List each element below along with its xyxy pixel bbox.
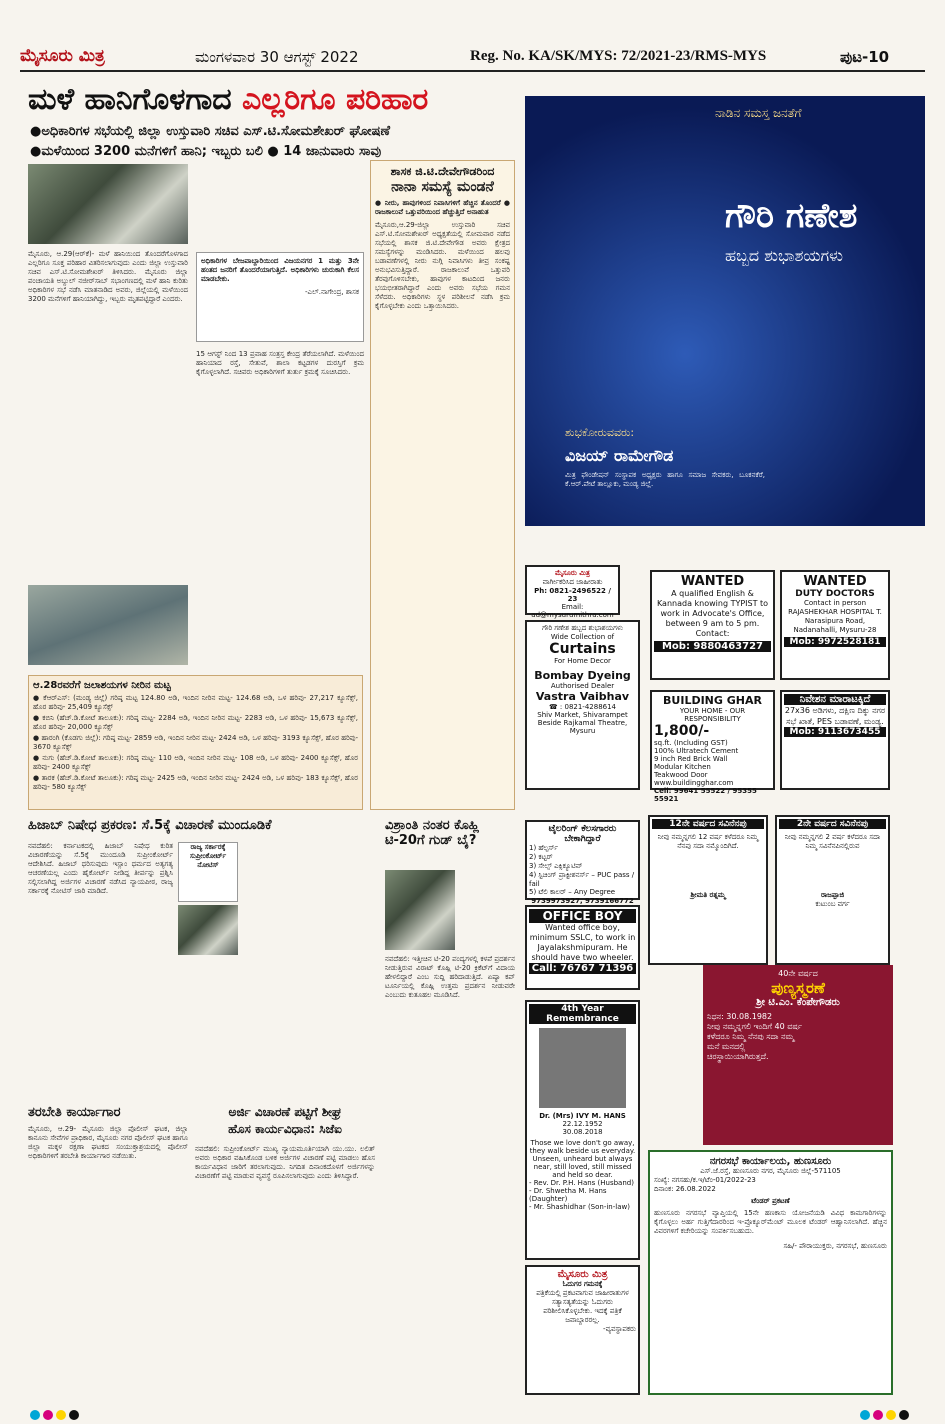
devegowda-bullets: ● ನೀರು, ಹಾವುಗಳಿಂದ ನಿವಾಸಿಗಳಿಗೆ ಹೆಚ್ಚಿನ ತೊಂದರೆ ● ರಾಜಕಾಲುವೆ ಒತ್ತುವರಿಯಿಂದ ಹೆಚ್ಚುತ್ತಿದೆ ಅನಾಹುತ xyxy=(375,199,510,216)
supreme-court-photo xyxy=(178,905,238,955)
ganesh-ad-wish: ಹಬ್ಬದ ಶುಭಾಶಯಗಳು xyxy=(725,246,843,265)
curtains-top: ಗೌರಿ ಗಣೇಶ ಹಬ್ಬದ ಶುಭಾಶಯಗಳು xyxy=(542,624,623,632)
office-boy-title: OFFICE BOY xyxy=(529,909,636,923)
wanted-doctors-ad xyxy=(780,570,890,680)
lead-body-col2: 15 ಆಗಸ್ಟ್ ನಿಂದ 13 ಪ್ರವಾಹ ಸಂತ್ರಸ್ತ ಕೇಂದ್ರ ತೆರೆಯಲಾಗಿದೆ. ಮಳೆಯಿಂದ ಹಾನಿಯಾದ ರಸ್ತೆ, ಸೇತುವೆ, ಶಾಲಾ ಕಟ್ಟಡಗಳ ದುರಸ್ತಿಗೆ ಕ್ರಮ ಕೈಗೊಳ್ಳಲಾಗಿದೆ. ಸಚಿವರು ಅಧಿಕಾರಿಗಳಿಗೆ ತುರ್ತು ಕ್ರಮಕ್ಕೆ ಸೂಚಿಸಿದರು. xyxy=(196,350,364,376)
mitra-email: Email: ad@mysurumithra.com xyxy=(531,603,614,619)
devegowda-title2: ನಾನಾ ಸಮಸ್ಯೆ ಮಂಡನೆ xyxy=(391,179,494,195)
ivy-family: - Dr. Shwetha M. Hans (Daughter) xyxy=(529,1187,607,1203)
meeting-photo xyxy=(28,164,188,244)
curtains-for: For Home Decor xyxy=(554,657,611,665)
office-boy-body: Wanted office boy, minimum SSLC, to work in Jayalakshmipuram. He should have two wheeler. xyxy=(529,923,636,962)
reservoir-row: ● ಕಬಿನಿ (ಹೆಚ್.ಡಿ.ಕೋಟೆ ತಾಲೂಕು): ಗರಿಷ್ಠ ಮಟ್ಟ- 2284 ಅಡಿ, ಇಂದಿನ ನೀರಿನ ಮಟ್ಟ- 2283 ಅಡಿ, ಒಳ ಹರಿವು- 15,673 ಕ್ಯೂಸೆಕ್ಸ್, ಹೊರ ಹರಿವು- 20,000 ಕ್ಯೂಸೆಕ್ಸ್ xyxy=(33,714,358,731)
remembrance2-family: ಕುಟುಂಬ ವರ್ಗ xyxy=(815,900,850,908)
wanted-doctors-mob: Mob: 9972528181 xyxy=(784,637,886,647)
wanted-doctors-title: WANTED xyxy=(803,574,867,589)
lalit-headline2: ಹೊಸ ಕಾರ್ಯವಿಧಾನ: ಸಿಜೆಐ xyxy=(228,1122,342,1136)
wanted-doctors-sub: DUTY DOCTORS xyxy=(795,589,875,599)
building-title: BUILDING GHAR xyxy=(663,694,762,707)
readers-notice xyxy=(525,1265,640,1395)
tender-sub: ಟೆಂಡರ್ ಪ್ರಕಟಣೆ xyxy=(751,1197,790,1205)
reservoir-levels-box xyxy=(28,675,363,810)
curtains-title: Curtains xyxy=(549,641,616,657)
training-body: ಮೈಸೂರು, ಆ.29- ಮೈಸೂರು ಜಿಲ್ಲಾ ಪೊಲೀಸ್ ಘಟಕ, ಜಿಲ್ಲಾ ಕಾನೂನು ಸೇವೆಗಳ ಪ್ರಾಧಿಕಾರ, ಮೈಸೂರು ನಗರ ಪೊಲೀಸ್ ಘಟಕ ಹಾಗೂ ಜಿಲ್ಲಾ ಮಕ್ಕಳ ರಕ್ಷಣಾ ಘಟಕದ ಸಂಯುಕ್ತಾಶ್ರಯದಲ್ಲಿ ಪೊಲೀಸ್ ಅಧಿಕಾರಿಗಳಿಗೆ ತರಬೇತಿ ಕಾರ್ಯಾಗಾರ ನಡೆಯಿತು. xyxy=(28,1125,188,1160)
office-boy-call: Call: 76767 71396 xyxy=(529,963,636,974)
tailoring-item: 2) ಕಟ್ಟರ್ xyxy=(529,853,553,861)
kohli-headline: ವಿಶ್ರಾಂತಿ ನಂತರ ಕೊಹ್ಲಿ ಟಿ-20ಗೆ ಗುಡ್ ಬೈ? xyxy=(385,818,480,848)
building-item: 100% Ultratech Cement xyxy=(654,747,739,755)
kohli-photo xyxy=(385,870,455,950)
building-item: Teakwood Door xyxy=(654,771,708,779)
wanted-typist-mob: Mob: 9880463727 xyxy=(654,641,771,652)
notice-title: ಮೈಸೂರು ಮಿತ್ರ xyxy=(557,1269,608,1280)
supreme-court-notice-box xyxy=(178,842,238,902)
yellow-dot xyxy=(56,1410,66,1420)
registration-number: Reg. No. KA/SK/MYS: 72/2021-23/RMS-MYS xyxy=(470,48,767,64)
ganesh-ad-top: ನಾಡಿನ ಸಮಸ್ತ ಜನತೆಗೆ xyxy=(715,106,802,120)
header-rule xyxy=(20,70,925,72)
kemp-name: ಶ್ರೀ ಟಿ.ಎಂ. ಕೆಂಪೇಗೌಡರು xyxy=(756,997,840,1008)
notice-sign: -ವ್ಯವಸ್ಥಾಪಕರು xyxy=(603,1325,636,1333)
ivy-family: - Mr. Shashidhar (Son-in-law) xyxy=(529,1203,630,1211)
kempegowda-remembrance-ad xyxy=(703,965,893,1145)
tailoring-jobs-ad xyxy=(525,820,640,905)
reservoir-row: ● ಕೆಆರ್‌ಎಸ್: (ಮಂಡ್ಯ ಜಿಲ್ಲೆ) ಗರಿಷ್ಠ ಮಟ್ಟ 124.80 ಅಡಿ, ಇಂದಿನ ನೀರಿನ ಮಟ್ಟ- 124.68 ಅಡಿ, ಒಳ ಹರಿವು- 27,217 ಕ್ಯೂಸೆಕ್ಸ್, ಹೊರ ಹರಿವು- 25,409 ಕ್ಯೂಸೆಕ್ಸ್ xyxy=(33,694,358,711)
wanted-doctors-body: Contact in person RAJASHEKHAR HOSPITAL T. Narasipura Road, Nadanahalli, Mysuru-28 xyxy=(788,599,882,634)
hijab-notice: ರಾಜ್ಯ ಸರ್ಕಾರಕ್ಕೆ ಸುಪ್ರೀಂಕೋರ್ಟ್ ನೋಟಿಸ್ xyxy=(189,843,227,869)
ivy-date2: 30.08.2018 xyxy=(562,1128,603,1136)
remembrance-2yr-ad xyxy=(775,815,890,965)
wanted-typist-body: A qualified English & Kannada knowing TYPIST to work in Advocate's Office, between 9 am to 5 pm. Contact: xyxy=(656,589,769,638)
remembrance2-body: ನೀವು ನಮ್ಮನ್ನಗಲಿ 2 ವರ್ಷ ಕಳೆದರೂ ಸದಾ ನಿಮ್ಮ ಸವಿನೆನಪಿನಲ್ಲಿರುವ xyxy=(784,833,881,850)
curtains-ad xyxy=(525,620,640,790)
remembrance12-name: ಶ್ರೀಮತಿ ರತ್ನಮ್ಮ xyxy=(690,891,726,899)
kemp-title: ಪುಣ್ಯಸ್ಮರಣೆ xyxy=(771,979,825,997)
ivy-title: 4th Year Remembrance xyxy=(529,1004,636,1024)
remembrance2-name: ರಾಜಪ್ಪಾಜಿ xyxy=(820,891,845,899)
lead-sub2: ●ಮಳೆಯಿಂದ 3200 ಮನೆಗಳಿಗೆ ಹಾನಿ; ಇಬ್ಬರು ಬಲಿ ● 14 ಜಾನುವಾರು ಸಾವು xyxy=(30,144,382,159)
kemp-top: 40ನೇ ವರ್ಷದ xyxy=(778,969,818,978)
site-sale-ad xyxy=(780,690,890,790)
ganesh-ad-role: ಮಿತ್ರ ಫೌಂಡೇಷನ್ ಸಂಸ್ಥಾಪಕ ಅಧ್ಯಕ್ಷರು ಹಾಗೂ ಸಮಾಜ ಸೇವಕರು, ಬೂಕನಕೆರೆ, ಕೆ.ಆರ್.ಪೇಟೆ ತಾಲ್ಲೂಕು, ಮಂಡ್ಯ ಜಿಲ್ಲೆ. xyxy=(565,471,765,488)
hunsur-tender-ad xyxy=(648,1150,893,1395)
ganesh-festival-ad xyxy=(525,96,925,526)
masthead-logo: ಮೈಸೂರು ಮಿತ್ರ xyxy=(20,46,105,66)
wanted-typist-title: WANTED xyxy=(680,574,745,589)
lead-quote-author: -ಎಲ್.ನಾಗೇಂದ್ರ, ಶಾಸಕ xyxy=(304,288,359,296)
tender-sign: ಸಹಿ/- ಪೌರಾಯುಕ್ತರು, ನಗರಸಭೆ, ಹುಣಸೂರು xyxy=(783,1242,887,1250)
hijab-headline: ಹಿಜಾಬ್ ನಿಷೇಧ ಪ್ರಕರಣ: ಸೆ.5ಕ್ಕೆ ವಿಚಾರಣೆ ಮುಂದೂಡಿಕೆ xyxy=(28,818,272,833)
building-item: 9 inch Red Brick Wall xyxy=(654,755,728,763)
remembrance-12yr-ad xyxy=(648,815,768,965)
ivy-name: Dr. (Mrs) IVY M. HANS xyxy=(539,1112,626,1120)
hijab-body: ನವದೆಹಲಿ: ಕರ್ನಾಟಕದಲ್ಲಿ ಹಿಜಾಬ್ ನಿಷೇಧ ಕುರಿತ ವಿಚಾರಣೆಯನ್ನು ಸೆ.5ಕ್ಕೆ ಮುಂದೂಡಿ ಸುಪ್ರೀಂಕೋರ್ಟ್ ಆದೇಶಿಸಿದೆ. ಹಿಜಾಬ್ ಧರಿಸುವುದು ಇಸ್ಲಾಂ ಧರ್ಮದ ಅತ್ಯಗತ್ಯ ಆಚರಣೆಯಲ್ಲ ಎಂದು ಹೈಕೋರ್ಟ್ ನೀಡಿದ್ದ ತೀರ್ಪನ್ನು ಪ್ರಶ್ನಿಸಿ ಸಲ್ಲಿಸಲಾಗಿದ್ದ ಅರ್ಜಿಗಳ ವಿಚಾರಣೆ ನಡೆಸಿದ ನ್ಯಾಯಪೀಠ, ರಾಜ್ಯ ಸರ್ಕಾರಕ್ಕೆ ನೋಟಿಸ್ ಜಾರಿ ಮಾಡಿದೆ. xyxy=(28,842,173,895)
lead-quote-box xyxy=(196,252,364,342)
page-date: ಮಂಗಳವಾರ 30 ಆಗಸ್ಟ್ 2022 xyxy=(195,48,359,66)
office-boy-ad xyxy=(525,905,640,990)
page-number: ಪುಟ-10 xyxy=(840,48,890,66)
lead-headline-part1: ಮಳೆ ಹಾನಿಗೊಳಗಾದ xyxy=(28,82,243,117)
ganesh-ad-name: ವಿಜಯ್ ರಾಮೇಗೌಡ xyxy=(565,446,674,465)
devegowda-story xyxy=(370,160,515,810)
tailoring-phones: 9739973927, 9739166772 xyxy=(531,897,634,905)
mitra-classified-ad xyxy=(525,565,620,619)
lead-quote-text: ಅಧಿಕಾರಿಗಳ ಬೇಜವಾಬ್ದಾರಿಯಿಂದ ವಿಜಯನಗರ 1 ಮತ್ತು 3ನೇ ಹಂತದ ಜನರಿಗೆ ತೊಂದರೆಯಾಗುತ್ತಿದೆ. ಅಧಿಕಾರಿಗಳು ಚುರುಕಾಗಿ ಕೆಲಸ ಮಾಡಬೇಕು. xyxy=(201,257,359,283)
tender-title: ನಗರಸಭೆ ಕಾರ್ಯಾಲಯ, ಹುಣಸೂರು xyxy=(709,1156,832,1167)
building-sub: YOUR HOME - OUR RESPONSIBILITY xyxy=(679,707,746,723)
magenta-dot xyxy=(43,1410,53,1420)
building-web: www.buildingghar.com xyxy=(654,779,734,787)
black-dot xyxy=(69,1410,79,1420)
curtains-phone: ☎ : 0821-4288614 xyxy=(548,703,617,711)
tailoring-title: ಟೈಲರಿಂಗ್ ಕೆಲಸಗಾರರು ಬೇಕಾಗಿದ್ದಾರೆ xyxy=(548,824,617,844)
kemp-body: ನೀವು ನಮ್ಮನ್ನಗಲಿ ಇಂದಿಗೆ 40 ವರ್ಷ ಕಳೆದರೂ ನಿಮ್ಮ ನೆನಪು ಸದಾ ನಮ್ಮ ಮನೆ ಮನದಲ್ಲಿ ಚಿರಸ್ಥಾಯಿಯಾಗಿರುತ್ತದೆ. xyxy=(707,1022,802,1061)
ganesh-ad-title: ಗೌರಿ ಗಣೇಶ xyxy=(725,196,858,236)
ganesh-ad-from: ಶುಭಕೋರುವವರು: xyxy=(565,426,635,439)
devegowda-body: ಮೈಸೂರು,ಆ.29-ಜಿಲ್ಲಾ ಉಸ್ತುವಾರಿ ಸಚಿವ ಎಸ್.ಟಿ.ಸೋಮಶೇಖರ್ ಅಧ್ಯಕ್ಷತೆಯಲ್ಲಿ ಸೋಮವಾರ ನಡೆದ ಸಭೆಯಲ್ಲಿ ಶಾಸಕ ಜಿ.ಟಿ.ದೇವೇಗೌಡ ಅವರು ಕ್ಷೇತ್ರದ ಸಮಸ್ಯೆಗಳನ್ನು ಮಂಡಿಸಿದರು. ಮಳೆಯಿಂದ ಹಲವು ಬಡಾವಣೆಗಳಲ್ಲಿ ನೀರು ನುಗ್ಗಿ ನಿವಾಸಿಗಳು ತೀವ್ರ ಸಂಕಷ್ಟ ಅನುಭವಿಸುತ್ತಿದ್ದಾರೆ. ರಾಜಕಾಲುವೆ ಒತ್ತುವರಿ ತೆರವುಗೊಳಿಸಬೇಕು, ಹಾವುಗಳ ಕಾಟದಿಂದ ಜನರು ಭಯಭೀತರಾಗಿದ್ದಾರೆ ಎಂದು ಅವರು ಸಭೆಯ ಗಮನ ಸೆಳೆದರು. ಅಧಿಕಾರಿಗಳು ಸ್ಥಳ ಪರಿಶೀಲನೆ ನಡೆಸಿ ಕ್ರಮ ಕೈಗೊಳ್ಳಬೇಕು ಎಂದು ಒತ್ತಾಯಿಸಿದರು. xyxy=(375,221,510,310)
building-cell: Cell: 99641 55522 / 95355 55921 xyxy=(654,787,757,803)
notice-sub: ಓದುಗರ ಗಮನಕ್ಕೆ xyxy=(562,1280,603,1288)
lalit-body: ನವದೆಹಲಿ: ಸುಪ್ರೀಂಕೋರ್ಟ್ ಮುಖ್ಯ ನ್ಯಾಯಮೂರ್ತಿಯಾಗಿ ಯು.ಯು. ಲಲಿತ್ ಅವರು ಅಧಿಕಾರ ವಹಿಸಿಕೊಂಡ ಬಳಿಕ ಅರ್ಜಿಗಳ ವಿಚಾರಣೆ ಪಟ್ಟಿ ಮಾಡಲು ಹೊಸ ಕಾರ್ಯವಿಧಾನ ಜಾರಿಗೆ ತರಲಾಗುವುದು. ನಿಗದಿತ ದಿನಾಂಕದೊಳಗೆ ಅರ್ಜಿಗಳನ್ನು ವಿಚಾರಣೆಗೆ ಪಟ್ಟಿ ಮಾಡುವ ವ್ಯವಸ್ಥೆ ರೂಪಿಸಲಾಗುವುದು ಎಂದು ತಿಳಿಸಿದ್ದಾರೆ. xyxy=(195,1145,375,1180)
remembrance2-title: 2ನೇ ವರ್ಷದ ಸವಿನೆನಪು xyxy=(779,819,886,829)
ivy-remembrance-ad xyxy=(525,1000,640,1260)
building-ghar-ad xyxy=(650,690,775,803)
lead-body-col1: ಮೈಸೂರು, ಆ.29(ಆರ್‌ಕೆ)- ಮಳೆ ಹಾನಿಯಿಂದ ತೊಂದರೆಗೊಳಗಾದ ಎಲ್ಲರಿಗೂ ಸೂಕ್ತ ಪರಿಹಾರ ವಿತರಿಸಲಾಗುವುದು ಎಂದು ಜಿಲ್ಲಾ ಉಸ್ತುವಾರಿ ಸಚಿವ ಎಸ್.ಟಿ.ಸೋಮಶೇಖರ್ ತಿಳಿಸಿದರು. ಮೈಸೂರು ಜಿಲ್ಲಾ ಪಂಚಾಯತಿ ಅಬ್ದುಲ್ ನಜೀರ್‌ಸಾಬ್ ಸಭಾಂಗಣದಲ್ಲಿ ಮಳೆ ಹಾನಿ ಕುರಿತು ಅಧಿಕಾರಿಗಳ ಸಭೆ ನಡೆಸಿ ಮಾತನಾಡಿದ ಅವರು, ಜಿಲ್ಲೆಯಲ್ಲಿ ಮಳೆಯಿಂದ 3200 ಮನೆಗಳಿಗೆ ಹಾನಿಯಾಗಿದ್ದು, ಇಬ್ಬರು ಮೃತಪಟ್ಟಿದ್ದಾರೆ ಎಂದರು. xyxy=(28,250,188,303)
yellow-dot xyxy=(886,1410,896,1420)
cyan-dot xyxy=(30,1410,40,1420)
tender-number: ಸಂಖ್ಯೆ: ನಗಸಹು/ಕ.ಇ/ಟೆಂ-01/2022-23 xyxy=(654,1176,756,1184)
tender-body: ಹುಣಸೂರು ನಗರಸಭೆ ವ್ಯಾಪ್ತಿಯಲ್ಲಿ 15ನೇ ಹಣಕಾಸು ಯೋಜನೆಯಡಿ ವಿವಿಧ ಕಾಮಗಾರಿಗಳನ್ನು ಕೈಗೊಳ್ಳಲು ಅರ್ಹ ಗುತ್ತಿಗೆದಾರರಿಂದ ಇ-ಪ್ರೊಕ್ಯೂರ್‌ಮೆಂಟ್ ಮೂಲಕ ಟೆಂಡರ್ ಆಹ್ವಾನಿಸಲಾಗಿದೆ. ಹೆಚ್ಚಿನ ವಿವರಗಳಿಗೆ ಕಚೇರಿಯನ್ನು ಸಂಪರ್ಕಿಸಬಹುದು. xyxy=(654,1209,887,1235)
tender-date: ದಿನಾಂಕ: 26.08.2022 xyxy=(654,1185,716,1193)
mitra-title: ಮೈಸೂರು ಮಿತ್ರ xyxy=(555,569,590,577)
tailoring-item: 1) ಹೆಲ್ಪರ್ಸ್ xyxy=(529,844,559,852)
building-item: Modular Kitchen xyxy=(654,763,711,771)
curtains-address: Shiv Market, Shivarampet Beside Rajkamal Theatre, Mysuru xyxy=(537,711,628,735)
building-unit: sq.ft. (Including GST) xyxy=(654,739,728,747)
curtains-wide: Wide Collection of xyxy=(550,633,615,641)
reservoir-row: ● ನುಗು (ಹೆಚ್.ಡಿ.ಕೋಟೆ ತಾಲೂಕು): ಗರಿಷ್ಠ ಮಟ್ಟ- 110 ಅಡಿ, ಇಂದಿನ ನೀರಿನ ಮಟ್ಟ- 108 ಅಡಿ, ಒಳ ಹರಿವು- 2400 ಕ್ಯೂಸೆಕ್ಸ್, ಹೊರ ಹರಿವು- 2400 ಕ್ಯೂಸೆಕ್ಸ್ xyxy=(33,754,358,771)
curtains-shop: Vastra Vaibhav xyxy=(535,690,630,703)
flood-photo xyxy=(28,585,188,665)
site-sale-mob: Mob: 9113673455 xyxy=(784,727,886,737)
print-registration-marks xyxy=(860,1405,912,1424)
curtains-dealer: Authorised Dealer xyxy=(550,682,615,690)
tender-address: ಎಸ್.ಜೆ.ರಸ್ತೆ, ಹುಣಸೂರು ನಗರ, ಮೈಸೂರು ಜಿಲ್ಲೆ-571105 xyxy=(700,1167,841,1175)
magenta-dot xyxy=(873,1410,883,1420)
lead-sub1: ●ಅಧಿಕಾರಿಗಳ ಸಭೆಯಲ್ಲಿ ಜಿಲ್ಲಾ ಉಸ್ತುವಾರಿ ಸಚಿವ ಎಸ್.ಟಿ.ಸೋಮಶೇಖರ್ ಘೋಷಣೆ xyxy=(30,124,390,139)
black-dot xyxy=(899,1410,909,1420)
cyan-dot xyxy=(860,1410,870,1420)
ivy-date1: 22.12.1952 xyxy=(562,1120,603,1128)
remembrance12-body: ನೀವು ನಮ್ಮನ್ನಗಲಿ 12 ವರ್ಷ ಕಳೆದರೂ ನಿಮ್ಮ ನೆನಪು ಸದಾ ನಮ್ಮೊಂದಿಗಿದೆ. xyxy=(657,833,759,850)
reservoir-row: ● ತಾರಕ (ಹೆಚ್.ಡಿ.ಕೋಟೆ ತಾಲೂಕು): ಗರಿಷ್ಠ ಮಟ್ಟ- 2425 ಅಡಿ, ಇಂದಿನ ನೀರಿನ ಮಟ್ಟ- 2424 ಅಡಿ, ಒಳ ಹರಿವು- 183 ಕ್ಯೂಸೆಕ್ಸ್, ಹೊರ ಹರಿವು- 580 ಕ್ಯೂಸೆಕ್ಸ್ xyxy=(33,774,358,791)
reservoir-levels-title: ಆ.28ರವರೆಗೆ ಜಲಾಶಯಗಳ ನೀರಿನ ಮಟ್ಟ xyxy=(33,680,171,691)
kemp-date: ನಿಧನ: 30.08.1982 xyxy=(707,1012,773,1021)
tailoring-item: 3) ಸೇಲ್ಸ್ ಎಕ್ಸಿಕ್ಯೂಟಿವ್ xyxy=(529,862,583,870)
building-price: 1,800/- xyxy=(654,723,710,739)
ivy-body: Those we love don't go away, they walk beside us everyday. Unseen, unheard but always near, still loved, still missed and held so dear. xyxy=(529,1139,636,1179)
wanted-typist-ad xyxy=(650,570,775,680)
tailoring-item: 4) ಸ್ಟಿಚಿಂಗ್ ಪ್ರಾಕ್ಟೀಶನರ್ಸ್ – PUC pass / fail xyxy=(529,871,635,888)
lalit-headline1: ಅರ್ಜಿ ವಿಚಾರಣೆ ಪಟ್ಟಿಗೆ ಶೀಘ್ರ xyxy=(228,1105,342,1119)
mitra-sub: ವಾರ್ಗೀಕರಿಸಿದ ಜಾಹೀರಾತು xyxy=(542,578,603,586)
lead-headline xyxy=(28,80,528,120)
site-sale-body: 27x36 ಅಡಿಗಳು, ದಕ್ಷಿಣ ದಿಕ್ಕು ನಗರ ಸಭೆ ಖಾತೆ, PES ಬಡಾವಣೆ, ಮಂಡ್ಯ. xyxy=(784,706,886,726)
remembrance12-title: 12ನೇ ವರ್ಷದ ಸವಿನೆನಪು xyxy=(652,819,764,829)
site-sale-title: ನಿವೇಶನ ಮಾರಾಟಕ್ಕಿದೆ xyxy=(784,694,886,705)
notice-body: ಪತ್ರಿಕೆಯಲ್ಲಿ ಪ್ರಕಟವಾಗುವ ಜಾಹೀರಾತುಗಳ ಸತ್ಯಾಸತ್ಯತೆಯನ್ನು ಓದುಗರು ಪರಿಶೀಲಿಸಿಕೊಳ್ಳಬೇಕು. ಇದಕ್ಕೆ ಪತ್ರಿಕೆ ಜವಾಬ್ದಾರರಲ್ಲ. xyxy=(536,1289,629,1324)
mitra-phone: Ph: 0821-2496522 / 23 xyxy=(534,587,611,603)
training-headline: ತರಬೇತಿ ಕಾರ್ಯಾಗಾರ xyxy=(28,1105,121,1120)
ivy-family: - Rev. Dr. P.H. Hans (Husband) xyxy=(529,1179,634,1187)
kohli-body: ನವದೆಹಲಿ: ಇತ್ತೀಚಿನ ಟಿ-20 ಪಂದ್ಯಗಳಲ್ಲಿ ಕಳಪೆ ಪ್ರದರ್ಶನ ನೀಡುತ್ತಿರುವ ವಿರಾಟ್ ಕೊಹ್ಲಿ ಟಿ-20 ಕ್ರಿಕೆಟ್‌ಗೆ ವಿದಾಯ ಹೇಳಲಿದ್ದಾರೆ ಎಂಬ ಸುದ್ದಿ ಹರಿದಾಡುತ್ತಿದೆ. ಏಷ್ಯಾ ಕಪ್ ಟೂರ್ನಿಯಲ್ಲಿ ಕೊಹ್ಲಿ ಉತ್ತಮ ಪ್ರದರ್ಶನ ನೀಡುವರೇ ಎಂಬುದು ಕುತೂಹಲ ಮೂಡಿಸಿದೆ. xyxy=(385,955,515,999)
lead-headline-part2: ಎಲ್ಲರಿಗೂ ಪರಿಹಾರ xyxy=(242,82,429,117)
reservoir-row: ● ಹಾರಂಗಿ (ಕೊಡಗು ಜಿಲ್ಲೆ): ಗರಿಷ್ಠ ಮಟ್ಟ- 2859 ಅಡಿ, ಇಂದಿನ ನೀರಿನ ಮಟ್ಟ- 2424 ಅಡಿ, ಒಳ ಹರಿವು- 3193 ಕ್ಯೂಸೆಕ್ಸ್, ಹೊರ ಹರಿವು- 3670 ಕ್ಯೂಸೆಕ್ಸ್ xyxy=(33,734,358,751)
tailoring-item: 5) ಟೆಲಿ ಕಾಲರ್ – Any Degree xyxy=(529,888,616,896)
print-registration-marks xyxy=(30,1405,82,1424)
devegowda-title1: ಶಾಸಕ ಜಿ.ಟಿ.ದೇವೇಗೌಡರಿಂದ xyxy=(390,165,495,178)
curtains-brand: Bombay Dyeing xyxy=(534,669,631,682)
ivy-photo xyxy=(539,1028,626,1108)
